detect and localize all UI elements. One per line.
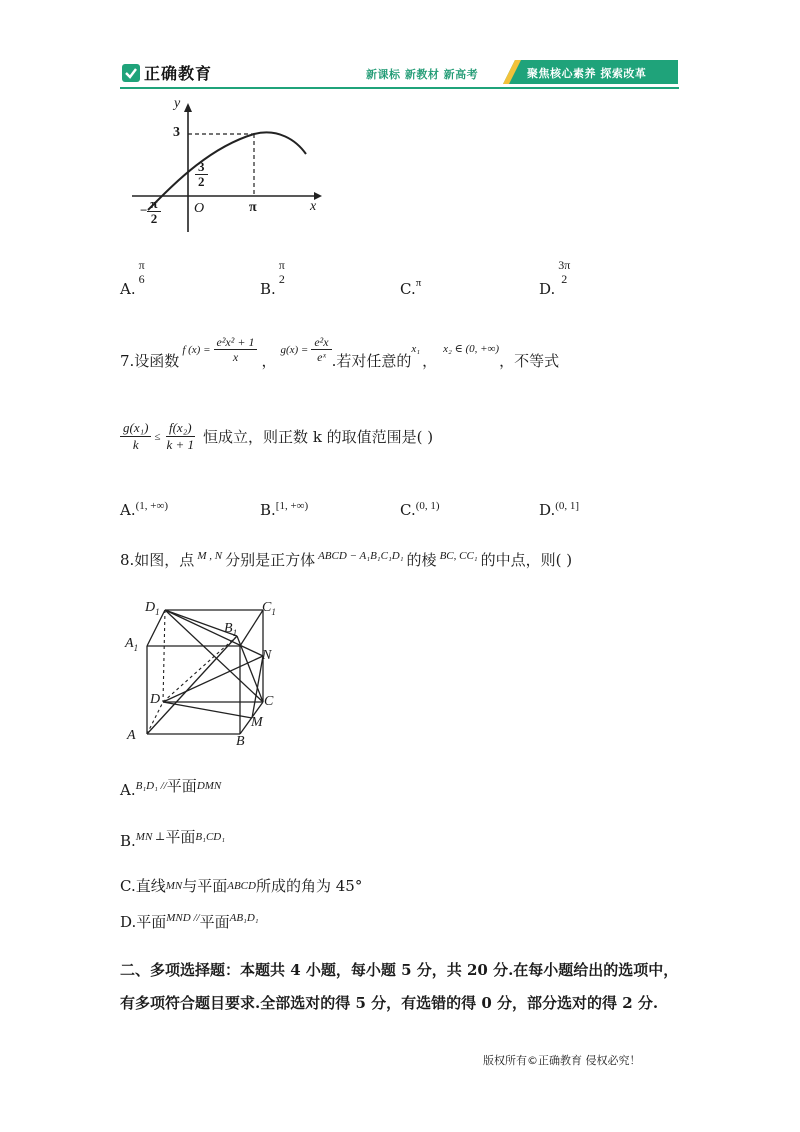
q6-option-c: C.$^\pi$ xyxy=(400,277,422,298)
cube-label-c1: $C_1$ xyxy=(262,600,276,617)
cube-label-a1: $A_1$ xyxy=(125,636,139,653)
section2-line2: 有多项符合题目要求.全部选对的得 5 分，有选错的得 0 分，部分选对的得 2 分. xyxy=(120,994,659,1012)
cube-label-c: C xyxy=(264,694,274,709)
header-rule xyxy=(120,87,679,89)
graph-intercept-label: $\frac{3}{2}$ xyxy=(195,160,208,189)
q6-option-b: B. π 2 xyxy=(260,258,285,298)
graph-origin-label: O xyxy=(194,201,205,216)
q8-option-c: C.直线MN与平面ABCD所成的角为 45° xyxy=(120,877,363,895)
line-a-b1 xyxy=(147,636,237,734)
header-tags: 新课标 新教材 新高考 xyxy=(366,68,479,81)
graph-pi-label: π xyxy=(249,200,257,215)
cube-label-b1: $B_1$ xyxy=(224,621,238,638)
cube-label-d: D xyxy=(150,692,161,707)
cube-label-a: A xyxy=(127,728,136,743)
graph-x-label: x xyxy=(310,199,317,214)
graph-neg-label: − $\frac{\pi}{2}$ xyxy=(140,197,161,226)
q7-stem: 7.设函数 f (x) = $\frac{\text{e²x² + 1}}{x}$ ， g(x) = $\frac{\text{e²x}}{\text{eˣ}}$ .若对任意的 x₁ ， x₂ ∈ (0, +∞) ，不等式 xyxy=(120,335,560,370)
line-d-m xyxy=(163,702,252,718)
graph-y-label: y xyxy=(174,96,181,111)
cube-label-b: B xyxy=(236,734,245,749)
q6-option-d: D. 3π 2 xyxy=(539,258,571,298)
q8-option-b: B.MN ⊥平面B₁CD₁ xyxy=(120,828,226,850)
header-slogan: 聚焦核心素养 探索改革 xyxy=(527,67,647,80)
q8-stem: 8.如图，点 M , N 分别是正方体 ABCD − A₁B₁C₁D₁ 的棱 BC, CC₁ 的中点，则( ) xyxy=(120,550,573,569)
q6-option-a: A. π 6 xyxy=(120,258,145,298)
q8-option-d: D.平面MND //平面AB₁D₁ xyxy=(120,912,259,931)
header-logo xyxy=(122,61,212,84)
copyright-footer: 版权所有©正确教育 侵权必究！ xyxy=(483,1054,641,1067)
hidden-edge-d1-d xyxy=(163,610,165,702)
cube-label-d1: $D_1$ xyxy=(145,600,160,617)
cube-label-m: M xyxy=(251,715,263,730)
cube-label-n: N xyxy=(262,648,272,663)
q7-option-c: C.(0, 1) xyxy=(400,500,440,519)
sine-curve xyxy=(148,132,306,210)
q7-option-d: D.(0, 1] xyxy=(539,500,580,519)
q7-option-b: B.[1, +∞) xyxy=(260,500,309,519)
q7-inequality: $\frac{\text{g(x₁)}}{k}$ ≤ $\frac{\text{f(x₂)}}{k + 1}$ 恒成立，则正数 k 的取值范围是( ) xyxy=(120,420,433,453)
q7-option-a: A.(1, +∞) xyxy=(120,500,168,519)
brand-name: 正确教育 xyxy=(144,64,213,83)
section2-line1: 二、多项选择题：本题共 4 小题，每小题 5 分，共 20 分.在每小题给出的选项中， xyxy=(120,961,679,979)
edge-fronttop-c1 xyxy=(240,610,263,646)
graph-max-label: 3 xyxy=(173,125,180,140)
q8-option-a: A.B₁D₁ //平面DMN xyxy=(120,777,222,799)
y-axis-arrow xyxy=(184,103,192,112)
check-icon xyxy=(122,64,140,82)
